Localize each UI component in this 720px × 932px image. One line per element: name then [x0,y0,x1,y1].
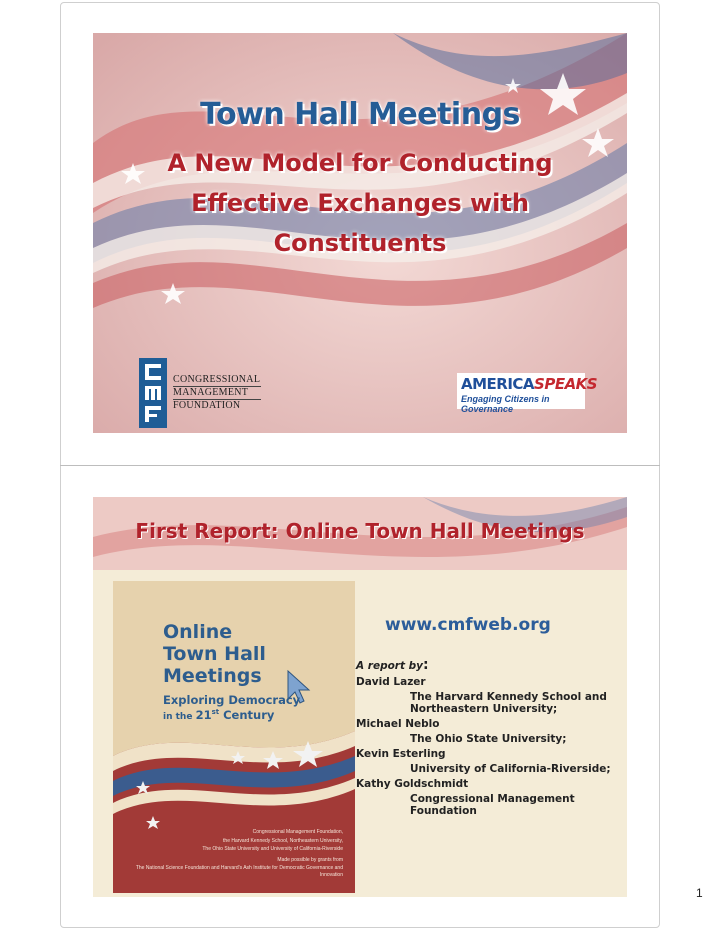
subtitle-line-2: Effective Exchanges with [191,189,529,217]
author-name: David Lazer [356,676,426,688]
cover-credit-3: The Ohio State University and University of California-Riverside [202,846,343,852]
affiliation-line: University of California-Riverside; [410,763,611,775]
authors-list [356,657,611,817]
affiliation-line: Northeastern University; [410,703,558,715]
slide-divider [60,465,660,466]
slide2-title: First Report: Online Town Hall Meetings [135,519,585,543]
cover-credit-2: the Harvard Kennedy School, Northeastern University, [223,838,343,844]
affiliation-line: The Harvard Kennedy School and [410,691,607,703]
subtitle-line-1: A New Model for Conducting [167,149,553,177]
cmf-logo-mark [139,358,167,428]
cmf-logo-line-2: MANAGEMENT [173,387,261,400]
report-slide [93,497,627,897]
cmf-logo [139,358,263,428]
slide2-banner [93,497,627,570]
cmf-logo-line-1: CONGRESSIONAL [173,374,261,385]
main-title: Town Hall Meetings [200,97,520,132]
cover-subtitle-2-num: 21 [195,708,212,722]
cover-subtitle-2-prefix: in the [163,712,196,722]
americaspeaks-logo [457,373,598,414]
report-cover [113,581,355,893]
americaspeaks-logo-part1: AMERICA [461,375,535,393]
cover-subtitle-2 [163,708,274,722]
author-name: Kathy Goldschmidt [356,778,469,790]
americaspeaks-logo-part2: SPEAKS [534,375,598,393]
cover-credit-5: The National Science Foundation and Harvard's Ash Institute for Democratic Governance and Innovation [135,865,343,878]
cover-title-line-3: Meetings [163,665,262,687]
author-name: Michael Neblo [356,718,440,730]
subtitle-line-3: Constituents [273,229,447,257]
report-by-label: A report by [356,660,424,672]
report-by-colon: : [423,657,429,673]
cover-title-line-1: Online [163,621,233,643]
title-slide [93,33,627,433]
affiliation-line: Foundation [410,805,477,817]
cover-credit-1: Congressional Management Foundation, [252,829,343,835]
author-affiliation [410,763,611,775]
cover-credit-4: Made possible by grants from [277,857,343,863]
americaspeaks-tagline: Engaging Citizens in Governance [461,394,550,414]
author-name: Kevin Esterling [356,748,446,760]
author-affiliation [410,691,611,715]
website-link[interactable]: www.cmfweb.org [385,615,551,635]
affiliation-line: Congressional Management [410,793,575,805]
affiliation-line: The Ohio State University; [410,733,567,745]
cover-subtitle-2-sup: st [211,708,220,717]
cover-subtitle-1: Exploring Democracy [163,693,301,707]
cover-title-line-2: Town Hall [163,643,266,665]
cover-subtitle-2-suffix: Century [219,708,275,722]
cmf-logo-line-3: FOUNDATION [173,400,241,411]
page-number: 1 [696,886,703,900]
author-affiliation [410,793,611,817]
author-affiliation [410,733,611,745]
